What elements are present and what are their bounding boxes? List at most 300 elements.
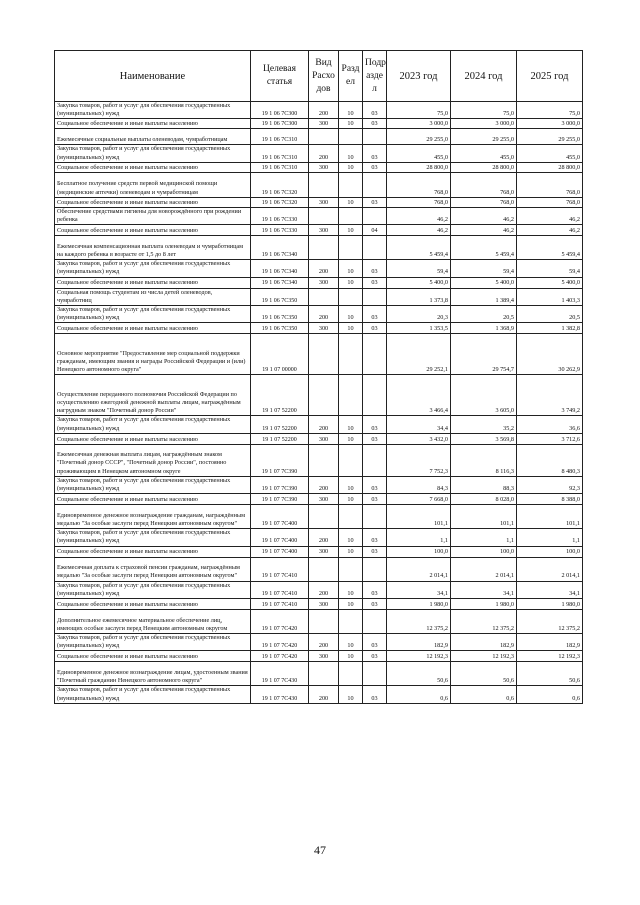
cell-target-code: 19 1 06 7С330	[251, 225, 309, 236]
cell-vid	[309, 610, 339, 634]
cell-podr	[363, 172, 387, 197]
header-target: Целевая статья	[251, 51, 309, 102]
cell-2025: 12 375,2	[517, 610, 583, 634]
header-year-2024: 2024 год	[451, 51, 517, 102]
cell-razd	[339, 505, 363, 529]
cell-podr: 03	[363, 119, 387, 129]
cell-target-code: 19 1 07 7С400	[251, 505, 309, 529]
cell-target-code: 19 1 06 7С300	[251, 119, 309, 129]
cell-2023: 7 668,0	[387, 494, 451, 505]
table-row	[55, 129, 583, 145]
cell-name: Дополнительное ежемесячное материальное обеспечение лиц, имеющих особые заслуги перед Ненецким автономным округом	[55, 610, 251, 634]
cell-2023: 3 432,0	[387, 433, 451, 444]
cell-vid	[309, 288, 339, 305]
cell-podr: 03	[363, 651, 387, 662]
cell-podr: 03	[363, 323, 387, 334]
cell-2023: 3 466,4	[387, 375, 451, 416]
cell-razd: 10	[339, 162, 363, 172]
cell-vid	[309, 662, 339, 686]
cell-target-code: 19 1 06 7С340	[251, 260, 309, 277]
cell-2025: 768,0	[517, 172, 583, 197]
cell-name: Ежемесячная компенсационная выплата оленеводам и чумработницам на каждого ребенка в возрасте от 1,5 до 8 лет	[55, 236, 251, 260]
cell-name: Закупка товаров, работ и услуг для обеспечения государственных (муниципальных) нужд	[55, 634, 251, 651]
table-row	[55, 277, 583, 288]
cell-razd: 10	[339, 433, 363, 444]
cell-razd: 10	[339, 260, 363, 277]
cell-2024: 12 192,3	[451, 651, 517, 662]
cell-name: Бесплатное получение средств первой медицинской помощи (медицинские аптечки) оленеводам и чумработницам	[55, 172, 251, 197]
cell-2023: 34,4	[387, 416, 451, 433]
cell-2024: 29 754,7	[451, 334, 517, 375]
cell-name: Социальное обеспечение и иные выплаты населению	[55, 323, 251, 334]
cell-2024: 8 116,3	[451, 444, 517, 476]
cell-podr: 03	[363, 599, 387, 610]
cell-podr: 04	[363, 225, 387, 236]
table-row	[55, 476, 583, 493]
header-name: Наименование	[55, 51, 251, 102]
cell-razd	[339, 129, 363, 145]
cell-target-code: 19 1 07 52200	[251, 375, 309, 416]
cell-target-code: 19 1 07 7С400	[251, 546, 309, 557]
cell-2025: 8 388,0	[517, 494, 583, 505]
cell-target-code: 19 1 06 7С350	[251, 288, 309, 305]
cell-vid: 200	[309, 416, 339, 433]
cell-razd	[339, 334, 363, 375]
cell-vid: 200	[309, 634, 339, 651]
cell-razd: 10	[339, 686, 363, 703]
cell-podr: 03	[363, 581, 387, 598]
cell-name: Основное мероприятие "Предоставление мер социальной поддержки гражданам, имеющим звания и награды Российской Федерации и (или) Ненецкого автономного округа"	[55, 334, 251, 375]
cell-name: Социальное обеспечение и иные выплаты населению	[55, 119, 251, 129]
header-vid: Вид Расхо дов	[309, 51, 339, 102]
cell-vid: 300	[309, 119, 339, 129]
cell-podr	[363, 129, 387, 145]
cell-vid: 200	[309, 686, 339, 703]
cell-podr: 03	[363, 433, 387, 444]
table-row	[55, 102, 583, 119]
table-row	[55, 288, 583, 305]
table-row	[55, 529, 583, 546]
cell-target-code: 19 1 07 7С430	[251, 686, 309, 703]
cell-razd	[339, 236, 363, 260]
cell-razd: 10	[339, 277, 363, 288]
header-year-2025: 2025 год	[517, 51, 583, 102]
cell-2024: 100,0	[451, 546, 517, 557]
page-number: 47	[314, 843, 326, 857]
cell-2023: 84,3	[387, 476, 451, 493]
cell-name: Социальное обеспечение и иные выплаты населению	[55, 546, 251, 557]
table-row	[55, 119, 583, 129]
cell-2024: 182,9	[451, 634, 517, 651]
cell-2025: 768,0	[517, 197, 583, 207]
cell-2025: 59,4	[517, 260, 583, 277]
cell-target-code: 19 1 07 7С420	[251, 651, 309, 662]
cell-name: Социальное обеспечение и иные выплаты населению	[55, 162, 251, 172]
cell-2023: 29 252,1	[387, 334, 451, 375]
cell-2023: 1 980,0	[387, 599, 451, 610]
cell-2023: 50,6	[387, 662, 451, 686]
cell-razd: 10	[339, 634, 363, 651]
cell-2023: 46,2	[387, 207, 451, 224]
cell-2025: 0,6	[517, 686, 583, 703]
cell-2024: 1,1	[451, 529, 517, 546]
cell-2024: 5 459,4	[451, 236, 517, 260]
cell-vid: 200	[309, 306, 339, 323]
cell-podr	[363, 444, 387, 476]
cell-name: Социальное обеспечение и иные выплаты населению	[55, 433, 251, 444]
cell-podr: 03	[363, 634, 387, 651]
cell-target-code: 19 1 07 7С410	[251, 557, 309, 581]
table-row	[55, 686, 583, 703]
cell-vid	[309, 557, 339, 581]
cell-2024: 5 400,0	[451, 277, 517, 288]
cell-vid: 300	[309, 433, 339, 444]
cell-podr: 03	[363, 145, 387, 162]
cell-target-code: 19 1 06 7С340	[251, 277, 309, 288]
cell-podr	[363, 236, 387, 260]
cell-name: Закупка товаров, работ и услуг для обеспечения государственных (муниципальных) нужд	[55, 529, 251, 546]
cell-2024: 1 980,0	[451, 599, 517, 610]
cell-razd: 10	[339, 529, 363, 546]
cell-2023: 12 375,2	[387, 610, 451, 634]
cell-target-code: 19 1 07 7С390	[251, 476, 309, 493]
cell-2023: 1,1	[387, 529, 451, 546]
cell-2024: 455,0	[451, 145, 517, 162]
cell-2024: 3 569,8	[451, 433, 517, 444]
cell-vid: 200	[309, 529, 339, 546]
cell-2025: 100,0	[517, 546, 583, 557]
cell-2025: 8 480,3	[517, 444, 583, 476]
cell-name: Ежемесячная доплата к страховой пенсии гражданам, награждённым медалью "За особые заслуги перед Ненецким автономным округом"	[55, 557, 251, 581]
cell-2025: 50,6	[517, 662, 583, 686]
cell-2025: 46,2	[517, 225, 583, 236]
cell-target-code: 19 1 06 7С320	[251, 197, 309, 207]
cell-2023: 34,1	[387, 581, 451, 598]
cell-razd	[339, 557, 363, 581]
cell-2025: 3 712,6	[517, 433, 583, 444]
cell-razd	[339, 662, 363, 686]
cell-podr: 03	[363, 277, 387, 288]
cell-razd: 10	[339, 102, 363, 119]
cell-2024: 35,2	[451, 416, 517, 433]
cell-target-code: 19 1 06 7С320	[251, 172, 309, 197]
cell-vid: 200	[309, 145, 339, 162]
cell-2023: 768,0	[387, 197, 451, 207]
cell-podr	[363, 505, 387, 529]
cell-vid: 300	[309, 494, 339, 505]
table-row	[55, 145, 583, 162]
cell-name: Закупка товаров, работ и услуг для обеспечения государственных (муниципальных) нужд	[55, 581, 251, 598]
table-row	[55, 557, 583, 581]
table-row	[55, 634, 583, 651]
cell-2023: 1 353,5	[387, 323, 451, 334]
table-row	[55, 433, 583, 444]
header-razd: Разд ел	[339, 51, 363, 102]
cell-razd: 10	[339, 145, 363, 162]
cell-target-code: 19 1 07 7С390	[251, 444, 309, 476]
cell-vid: 300	[309, 225, 339, 236]
cell-target-code: 19 1 06 7С300	[251, 102, 309, 119]
cell-2024: 2 014,1	[451, 557, 517, 581]
cell-2024: 3 000,0	[451, 119, 517, 129]
cell-2025: 29 255,0	[517, 129, 583, 145]
cell-podr	[363, 375, 387, 416]
table-body	[55, 102, 583, 704]
cell-2024: 75,0	[451, 102, 517, 119]
table-row	[55, 225, 583, 236]
cell-2025: 46,2	[517, 207, 583, 224]
cell-2025: 34,1	[517, 581, 583, 598]
cell-2023: 5 400,0	[387, 277, 451, 288]
table-row	[55, 306, 583, 323]
cell-vid: 300	[309, 162, 339, 172]
cell-razd: 10	[339, 476, 363, 493]
cell-2023: 2 014,1	[387, 557, 451, 581]
cell-2025: 28 800,0	[517, 162, 583, 172]
cell-2025: 75,0	[517, 102, 583, 119]
cell-vid	[309, 505, 339, 529]
cell-name: Социальное обеспечение и иные выплаты населению	[55, 197, 251, 207]
cell-target-code: 19 1 07 00000	[251, 334, 309, 375]
cell-2025: 92,3	[517, 476, 583, 493]
table-row	[55, 546, 583, 557]
cell-vid	[309, 207, 339, 224]
table-row	[55, 162, 583, 172]
cell-name: Социальная помощь студентам из числа детей оленеводов, чумработниц	[55, 288, 251, 305]
table-row	[55, 444, 583, 476]
cell-2024: 46,2	[451, 207, 517, 224]
cell-podr: 03	[363, 260, 387, 277]
cell-2023: 455,0	[387, 145, 451, 162]
cell-name: Единовременное денежное вознаграждение гражданам, награждённым медалью "За особые заслуги перед Ненецким автономным округом"	[55, 505, 251, 529]
cell-2023: 28 800,0	[387, 162, 451, 172]
cell-2024: 12 375,2	[451, 610, 517, 634]
table-row	[55, 375, 583, 416]
cell-razd: 10	[339, 225, 363, 236]
cell-razd: 10	[339, 494, 363, 505]
cell-name: Социальное обеспечение и иные выплаты населению	[55, 651, 251, 662]
cell-target-code: 19 1 06 7С350	[251, 306, 309, 323]
cell-vid: 200	[309, 581, 339, 598]
cell-name: Социальное обеспечение и иные выплаты населению	[55, 494, 251, 505]
cell-name: Ежемесячные социальные выплаты оленеводам, чумработницам	[55, 129, 251, 145]
cell-podr	[363, 662, 387, 686]
cell-podr: 03	[363, 494, 387, 505]
cell-2024: 768,0	[451, 172, 517, 197]
cell-2023: 100,0	[387, 546, 451, 557]
cell-razd	[339, 172, 363, 197]
cell-razd	[339, 207, 363, 224]
table-row	[55, 494, 583, 505]
cell-podr: 03	[363, 306, 387, 323]
cell-2025: 3 749,2	[517, 375, 583, 416]
cell-vid	[309, 444, 339, 476]
table-row	[55, 505, 583, 529]
cell-2023: 75,0	[387, 102, 451, 119]
cell-2024: 29 255,0	[451, 129, 517, 145]
cell-2023: 5 459,4	[387, 236, 451, 260]
cell-2024: 1 368,9	[451, 323, 517, 334]
cell-razd: 10	[339, 546, 363, 557]
table-row	[55, 416, 583, 433]
cell-name: Закупка товаров, работ и услуг для обеспечения государственных (муниципальных) нужд	[55, 306, 251, 323]
cell-podr	[363, 557, 387, 581]
cell-podr: 03	[363, 686, 387, 703]
cell-2024: 0,6	[451, 686, 517, 703]
cell-podr: 03	[363, 476, 387, 493]
cell-2024: 101,1	[451, 505, 517, 529]
cell-razd: 10	[339, 119, 363, 129]
cell-2024: 46,2	[451, 225, 517, 236]
cell-2023: 1 373,8	[387, 288, 451, 305]
cell-2025: 36,6	[517, 416, 583, 433]
cell-name: Обеспечение средствами гигиены для новорождённого при рождении ребенка	[55, 207, 251, 224]
cell-target-code: 19 1 07 52200	[251, 433, 309, 444]
cell-razd: 10	[339, 416, 363, 433]
cell-podr	[363, 610, 387, 634]
table-row	[55, 323, 583, 334]
cell-podr: 03	[363, 102, 387, 119]
table-row	[55, 334, 583, 375]
cell-target-code: 19 1 07 7С400	[251, 529, 309, 546]
cell-name: Единовременное денежное вознаграждение лицам, удостоенным звания "Почетный гражданин Ненецкого автономного округа"	[55, 662, 251, 686]
cell-vid	[309, 236, 339, 260]
cell-vid: 200	[309, 102, 339, 119]
cell-name: Ежемесячная денежная выплата лицам, награждённым знаком "Почетный донор СССР", "Почетный донор России", постоянно проживающим в Ненецком автономном округе	[55, 444, 251, 476]
cell-target-code: 19 1 07 7С390	[251, 494, 309, 505]
cell-vid	[309, 375, 339, 416]
cell-2025: 5 459,4	[517, 236, 583, 260]
cell-vid	[309, 334, 339, 375]
cell-podr	[363, 207, 387, 224]
cell-2025: 30 262,9	[517, 334, 583, 375]
cell-name: Закупка товаров, работ и услуг для обеспечения государственных (муниципальных) нужд	[55, 260, 251, 277]
cell-2025: 1 382,8	[517, 323, 583, 334]
cell-2025: 2 014,1	[517, 557, 583, 581]
table-row	[55, 172, 583, 197]
cell-2024: 59,4	[451, 260, 517, 277]
cell-2025: 3 000,0	[517, 119, 583, 129]
cell-podr: 03	[363, 529, 387, 546]
table-row	[55, 651, 583, 662]
cell-razd: 10	[339, 323, 363, 334]
cell-2025: 101,1	[517, 505, 583, 529]
cell-target-code: 19 1 07 7С430	[251, 662, 309, 686]
cell-target-code: 19 1 07 7С410	[251, 599, 309, 610]
cell-vid: 300	[309, 323, 339, 334]
cell-2023: 7 752,3	[387, 444, 451, 476]
cell-name: Осуществление переданного полномочия Российской Федерации по осуществлению ежегодной денежной выплаты лицам, награждённым нагрудным знаком "Почетный донор России"	[55, 375, 251, 416]
cell-2024: 1 389,4	[451, 288, 517, 305]
cell-name: Социальное обеспечение и иные выплаты населению	[55, 225, 251, 236]
budget-table	[54, 50, 583, 704]
cell-vid: 200	[309, 260, 339, 277]
cell-razd: 10	[339, 581, 363, 598]
cell-target-code: 19 1 06 7С340	[251, 236, 309, 260]
cell-vid	[309, 172, 339, 197]
cell-target-code: 19 1 06 7С350	[251, 323, 309, 334]
cell-name: Закупка товаров, работ и услуг для обеспечения государственных (муниципальных) нужд	[55, 416, 251, 433]
cell-2023: 182,9	[387, 634, 451, 651]
cell-2023: 768,0	[387, 172, 451, 197]
cell-target-code: 19 1 06 7С310	[251, 129, 309, 145]
cell-vid: 300	[309, 599, 339, 610]
cell-target-code: 19 1 06 7С310	[251, 145, 309, 162]
cell-vid: 300	[309, 197, 339, 207]
cell-2025: 5 400,0	[517, 277, 583, 288]
table-header-row	[55, 51, 583, 102]
cell-razd	[339, 375, 363, 416]
cell-vid: 300	[309, 651, 339, 662]
cell-name: Закупка товаров, работ и услуг для обеспечения государственных (муниципальных) нужд	[55, 476, 251, 493]
cell-2025: 12 192,3	[517, 651, 583, 662]
cell-2024: 50,6	[451, 662, 517, 686]
cell-podr: 03	[363, 197, 387, 207]
cell-razd	[339, 288, 363, 305]
cell-target-code: 19 1 06 7С310	[251, 162, 309, 172]
cell-podr: 03	[363, 162, 387, 172]
cell-2025: 20,5	[517, 306, 583, 323]
cell-2024: 88,3	[451, 476, 517, 493]
cell-razd: 10	[339, 651, 363, 662]
cell-razd: 10	[339, 599, 363, 610]
cell-name: Закупка товаров, работ и услуг для обеспечения государственных (муниципальных) нужд	[55, 145, 251, 162]
cell-razd	[339, 610, 363, 634]
cell-razd: 10	[339, 197, 363, 207]
table-row	[55, 662, 583, 686]
cell-target-code: 19 1 07 52200	[251, 416, 309, 433]
cell-vid: 300	[309, 277, 339, 288]
table-row	[55, 610, 583, 634]
table-row	[55, 207, 583, 224]
cell-2025: 1 403,3	[517, 288, 583, 305]
cell-2025: 1 980,0	[517, 599, 583, 610]
cell-2023: 46,2	[387, 225, 451, 236]
cell-podr: 03	[363, 416, 387, 433]
cell-name: Социальное обеспечение и иные выплаты населению	[55, 277, 251, 288]
cell-2025: 182,9	[517, 634, 583, 651]
cell-2023: 20,3	[387, 306, 451, 323]
cell-name: Закупка товаров, работ и услуг для обеспечения государственных (муниципальных) нужд	[55, 102, 251, 119]
cell-2023: 0,6	[387, 686, 451, 703]
cell-2024: 34,1	[451, 581, 517, 598]
cell-vid	[309, 129, 339, 145]
cell-2025: 1,1	[517, 529, 583, 546]
cell-target-code: 19 1 07 7С410	[251, 581, 309, 598]
table-row	[55, 197, 583, 207]
cell-target-code: 19 1 06 7С330	[251, 207, 309, 224]
cell-podr	[363, 288, 387, 305]
cell-2025: 455,0	[517, 145, 583, 162]
cell-razd: 10	[339, 306, 363, 323]
cell-2023: 12 192,3	[387, 651, 451, 662]
table-row	[55, 581, 583, 598]
cell-razd	[339, 444, 363, 476]
cell-name: Социальное обеспечение и иные выплаты населению	[55, 599, 251, 610]
cell-2024: 3 605,0	[451, 375, 517, 416]
table-row	[55, 599, 583, 610]
cell-target-code: 19 1 07 7С420	[251, 610, 309, 634]
cell-2023: 3 000,0	[387, 119, 451, 129]
cell-name: Закупка товаров, работ и услуг для обеспечения государственных (муниципальных) нужд	[55, 686, 251, 703]
cell-vid: 200	[309, 476, 339, 493]
table-row	[55, 236, 583, 260]
header-year-2023: 2023 год	[387, 51, 451, 102]
cell-2024: 20,5	[451, 306, 517, 323]
cell-2023: 59,4	[387, 260, 451, 277]
cell-podr	[363, 334, 387, 375]
cell-podr: 03	[363, 546, 387, 557]
